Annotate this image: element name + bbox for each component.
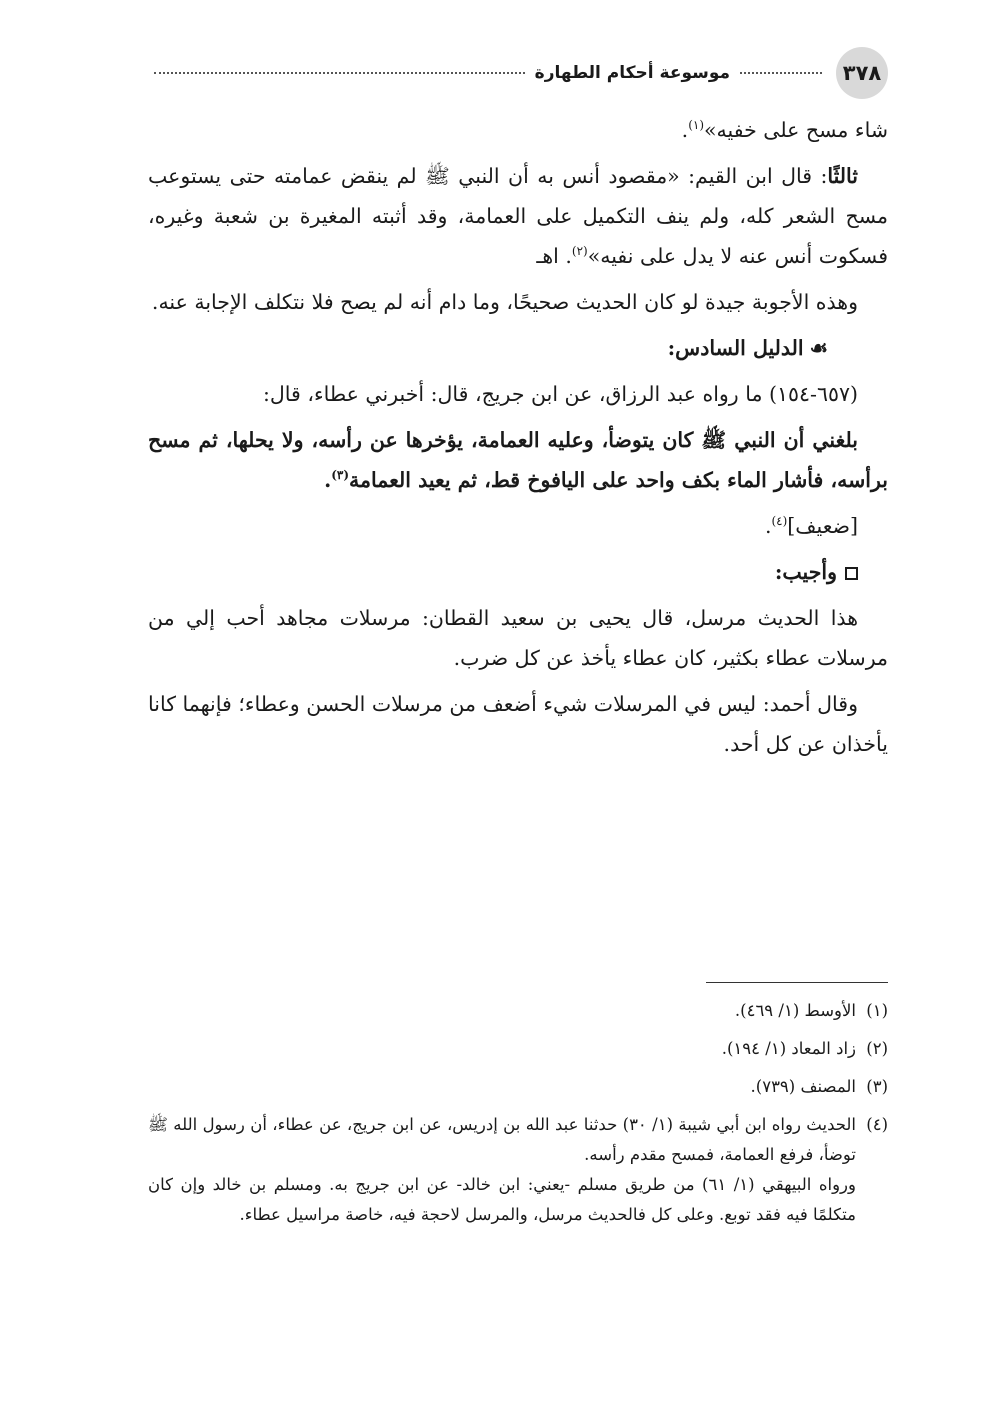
footnote-ref-4: (٤) xyxy=(771,514,788,529)
page-header xyxy=(148,48,888,98)
paragraph-1: شاء مسح على خفيه»$^{(١)}$. xyxy=(681,118,888,142)
paragraph-3: وهذه الأجوبة جيدة لو كان الحديث صحيحًا، وما دام أنه لم يصح فلا نتكلف الإجابة عنه. xyxy=(151,290,858,314)
footnote-1: (١) الأوسط (١/ ٤٦٩). xyxy=(734,1001,888,1020)
header-dotted-leader-right xyxy=(740,72,822,74)
grading: [ضعيف]$^{(٤)}$. xyxy=(764,514,858,538)
footnote-3: (٣) المصنف (٧٣٩). xyxy=(750,1077,888,1096)
footnote-4: (٤) الحديث رواه ابن أبي شيبة (١/ ٣٠) حدثنا عبد الله بن إدريس، عن ابن جريج، عن عطاء، أن رسول الله ﷺ توضأ، فرفع العمامة، فمسح مقدم رأسه. ورواه البيهقي (١/ ٦١) من طريق مسلم -يعني: ابن خالد- عن ابن جريج به. ومسلم بن خالد وإن كان متكلمًا فيه فقد توبع. وعلى كل فالحديث مرسل، والمرسل لاحجة فيه، خاصة مراسيل عطاء. xyxy=(148,1115,888,1224)
footnote-2: (٢) زاد المعاد (١/ ١٩٤). xyxy=(721,1039,888,1058)
running-title: موسوعة أحكام الطهارة xyxy=(534,63,730,83)
section-heading-response: وأجيب: xyxy=(148,552,888,592)
footnote-separator xyxy=(706,982,888,983)
footnote-ref-3: (٣) xyxy=(331,468,350,483)
footnote-ref-2: (٢) xyxy=(571,244,588,259)
paragraph-2: ثالثًا: قال ابن القيم: «مقصود أنس به أن النبي ﷺ لم ينقض عمامته حتى يستوعب مسح الشعر كله، ولم ينف التكميل على العمامة، وقد أثبته المغيرة بن شعبة وغيره، فسكوت أنس عنه لا يدل على نفيه»$^{(٢)}$. اهـ xyxy=(148,164,888,268)
footnotes xyxy=(148,996,888,1238)
section-heading-evidence-6: ☙الدليل السادس: xyxy=(148,328,888,368)
leaf-ornament-icon: ☙ xyxy=(809,336,828,360)
paragraph-7: هذا الحديث مرسل، قال يحيى بن سعيد القطان: مرسلات مجاهد أحب إلي من مرسلات عطاء بكثير، كان عطاء يأخذ عن كل ضرب. xyxy=(148,606,888,670)
square-bullet-icon xyxy=(845,567,858,580)
paragraph-4: (٦٥٧-١٥٤) ما رواه عبد الرزاق، عن ابن جريج، قال: أخبرني عطاء، قال: xyxy=(262,382,858,406)
hadith-text: بلغني أن النبي ﷺ كان يتوضأ، وعليه العمامة، يؤخرها عن رأسه، ولا يحلها، ثم مسح برأسه، فأشار الماء بكف واحد على اليافوخ قط، ثم يعيد العمامة$^{(٣)}$. xyxy=(148,428,888,492)
header-dotted-leader-left xyxy=(154,72,525,74)
ordinal-lead: ثالثًا xyxy=(827,164,858,188)
main-text xyxy=(148,110,888,770)
page-number: ٣٧٨ xyxy=(836,47,888,99)
footnote-ref-1: (١) xyxy=(688,118,705,133)
paragraph-8: وقال أحمد: ليس في المرسلات شيء أضعف من مرسلات الحسن وعطاء؛ فإنهما كانا يأخذان عن كل أحد. xyxy=(148,692,888,756)
